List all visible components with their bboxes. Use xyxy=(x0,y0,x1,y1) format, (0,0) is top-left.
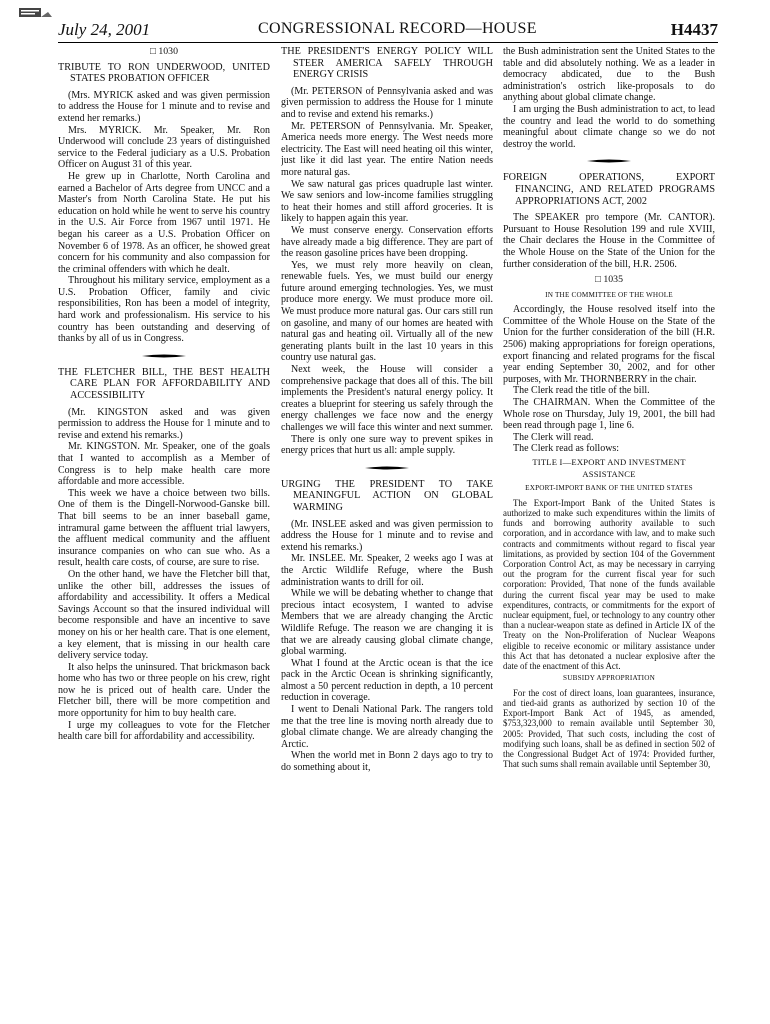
paragraph: Throughout his military service, employment as a U.S. Probation Officer, family and civic responsibilities, Ron has been a model of integrity, hard work and professionalism. His service to his country has been outstanding and deserving of thanks by all of us in Congress. xyxy=(58,275,270,345)
subheading: EXPORT-IMPORT BANK OF THE UNITED STATES xyxy=(525,484,693,493)
section-separator xyxy=(142,354,186,358)
subheading: SUBSIDY APPROPRIATION xyxy=(563,674,655,683)
paragraph: We must conserve energy. Conservation efforts have already made a big difference. They are part of the reason gasoline prices have been dropping. xyxy=(281,224,493,260)
paragraph: This week we have a choice between two bills. One of them is the Dingell-Norwood-Ganske bill. That bill seems to be an inner baseball game, intramural game between the affluent trial lawyers, the affluent medical community and the affluent insurance companies on who can sue who. As a result, health care costs, of course, are sure to rise. xyxy=(58,487,270,569)
paragraph: We saw natural gas prices quadruple last winter. We saw seniors and low-income families struggling to heat their homes and still afford groceries. It is likely to happen again this year. xyxy=(281,178,493,225)
header-title: CONGRESSIONAL RECORD—HOUSE xyxy=(258,20,537,37)
paragraph: the Bush administration sent the United States to the table and did absolutely nothing. We as a leader in democracy abdicated, due to the Bush administration's ostrich like-proposals to do anything about global climate change. xyxy=(503,46,715,104)
paragraph: Next week, the House will consider a comprehensive package that does all of this. The bill implements the President's natural energy policy. It creates a blueprint for steering us safely through the energy challenges we face now and the energy challenges we will face this winter and next summer. xyxy=(281,364,493,433)
paragraph: The CHAIRMAN. When the Committee of the Whole rose on Thursday, July 19, 2001, the bill had been read through page 1, line 6. xyxy=(503,397,715,432)
paragraph: The Clerk will read. xyxy=(513,431,594,443)
section-heading: TRIBUTE TO RON UNDERWOOD, UNITED STATES PROBATION OFFICER xyxy=(58,61,270,85)
header-rule xyxy=(58,42,718,43)
column-middle xyxy=(281,46,493,1018)
paragraph: (Mrs. MYRICK asked and was given permission to address the House for 1 minute and to revise and extend her remarks.) xyxy=(58,89,270,124)
paragraph: I went to Denali National Park. The rangers told me that the tree line is moving north already due to global climate change. We are already changing the Arctic. xyxy=(281,704,493,750)
paragraph: While we will be debating whether to change that precious intact ecosystem, I wanted to advise Members that we are already changing the Arctic Wildlife Refuge. The reason we are changing it is that we are already causing global climate change, global warming. xyxy=(281,588,493,658)
paragraph: (Mr. PETERSON of Pennsylvania asked and was given permission to address the House for 1 minute and to revise and extend his remarks.) xyxy=(281,85,493,120)
paragraph: Mrs. MYRICK. Mr. Speaker, Mr. Ron Underwood will conclude 23 years of distinguished service to the Federal judiciary as a U.S. Probation Officer on August 31 of this year. xyxy=(58,124,270,171)
paragraph: Mr. KINGSTON. Mr. Speaker, one of the goals that I wanted to accomplish as a Member of Congress is to help make health care more affordable and more accessible. xyxy=(58,441,270,488)
section-separator xyxy=(587,159,631,163)
committee-heading: IN THE COMMITTEE OF THE WHOLE xyxy=(545,290,673,299)
section-heading: URGING THE PRESIDENT TO TAKE MEANINGFUL ACTION ON GLOBAL WARMING xyxy=(281,478,493,513)
paragraph: Mr. INSLEE. Mr. Speaker, 2 weeks ago I was at the Arctic Wildlife Refuge, where the Bush administration wants to drill for oil. xyxy=(281,553,493,588)
column-right xyxy=(503,46,715,1018)
paragraph: I urge my colleagues to vote for the Fletcher health care bill for affordability and accessibility. xyxy=(58,719,270,743)
paragraph: It also helps the uninsured. That brickmason back home who has two or three people on his crew, right now he is priced out of health care. Under the Fletcher bill, there will be more competition and more opportunity for him to buy health care. xyxy=(58,661,270,720)
paragraph: The Clerk read the title of the bill. xyxy=(513,385,650,397)
paragraph: He grew up in Charlotte, North Carolina and earned a Bachelor of Arts degree from UNCC and a Master's from North Carolina State. He put his education on hold while he went to serve his country in the U.S. Air Force from 1967 until 1971. He began his career as a U.S. Probation Officer on November 6 of 1978. As an officer, he showed great concern for his community and also compassion for the criminal offenders with which he dealt. xyxy=(58,170,270,275)
paragraph: On the other hand, we have the Fletcher bill that, unlike the other bill, addresses the issues of affordability and accessibility. It offers a Medical Savings Account so that the insured individual will become responsible and have an incentive to save money on his or her health care. That is one element, a key element, that is missing in our health care delivery service today. xyxy=(58,568,270,662)
paragraph: The SPEAKER pro tempore (Mr. CANTOR). Pursuant to House Resolution 199 and rule XVIII, the Chair declares the House in the Committee of the Whole House on the State of the Union for the further consideration of the bill, H.R. 2506. xyxy=(503,212,715,270)
section-heading: THE FLETCHER BILL, THE BEST HEALTH CARE PLAN FOR AFFORDABILITY AND ACCESSIBILITY xyxy=(58,366,270,402)
column-left xyxy=(58,46,270,1018)
paragraph: (Mr. INSLEE asked and was given permission to address the House for 1 minute and to revise and extend his remarks.) xyxy=(281,518,493,553)
paragraph: I am urging the Bush administration to act, to lead the country and lead the world to do something meaningful about climate change so we do not destroy the world. xyxy=(503,103,715,150)
paragraph: Accordingly, the House resolved itself into the Committee of the Whole House on the State of the Union for the further consideration of the bill (H.R. 2506) making appropriations for foreign operations, export financing and related programs for the fiscal year ending September 30, 2002, and for other purposes, with Mr. THORNBERRY in the chair. xyxy=(503,304,715,385)
time-marker: □ 1035 xyxy=(595,274,623,286)
paragraph: (Mr. KINGSTON asked and was given permission to address the House for 1 minute and to revise and extend his remarks.) xyxy=(58,406,270,441)
bill-text-paragraph: For the cost of direct loans, loan guarantees, insurance, and tied-aid grants as authorized by section 10 of the Export-Import Bank Act of 1945, as amended, $753,323,000 to remain available until September 30, 2005: Provided, That such costs, including the cost of modifying such loans, shall be as defined in section 502 of the Congressional Budget Act of 1974: Provided further, That such sums shall remain available until September 30, xyxy=(503,687,715,770)
bill-text-paragraph: The Export-Import Bank of the United States is authorized to make such expenditures within the limits of funds and borrowing authority available to such corporation, and in accordance with law, and to make such contracts and commitments without regard to fiscal year limitations, as provided by section 104 of the Government Corporation Control Act, as may be necessary in carrying out the program for the current fiscal year for such corporation: Provided, That none of the funds available during the current fiscal year may be used to make expenditures, contracts, or commitments for the export of nuclear equipment, fuel, or technology to any country other than a nuclear-weapon state as defined in Article IX of the Treaty on the Non-Proliferation of Nuclear Weapons eligible to receive economic or military assistance under this Act that has detonated a nuclear explosive after the date of the enactment of this Act. xyxy=(503,497,715,672)
paragraph: What I found at the Arctic ocean is that the ice pack in the Arctic Ocean is shrinking significantly, almost a 50 percent reduction in depth, a 10 percent reduction in coverage. xyxy=(281,657,493,704)
paragraph: There is only one sure way to prevent spikes in energy prices that hurt us all: ample supply. xyxy=(281,433,493,457)
header-date: July 24, 2001 xyxy=(58,20,151,39)
header-page-number: H4437 xyxy=(670,20,718,39)
gpo-seal-logo xyxy=(18,6,54,20)
paragraph: Yes, we must rely more heavily on clean, renewable fuels. Yes, we must build our energy future around emerging technologies. Yes, we must produce more energy. We must produce more oil. We must produce more natural gas. Our cars still run on gasoline, and many of our homes are heated with natural gas and heating oil. Virtually all of the new generating plants built in the last 10 years in this country use natural gas. xyxy=(281,259,493,364)
time-marker: □ 1030 xyxy=(150,46,178,57)
section-heading: THE PRESIDENT'S ENERGY POLICY WILL STEER AMERICA SAFELY THROUGH ENERGY CRISIS xyxy=(281,46,493,81)
paragraph: The Clerk read as follows: xyxy=(513,443,620,455)
page-header xyxy=(58,20,718,42)
section-heading: FOREIGN OPERATIONS, EXPORT FINANCING, AND RELATED PROGRAMS APPROPRIATIONS ACT, 2002 xyxy=(503,172,715,207)
paragraph: When the world met in Bonn 2 days ago to try to do something about it, xyxy=(281,750,493,774)
title-heading: TITLE I—EXPORT AND INVESTMENT ASSISTANCE xyxy=(532,457,686,479)
paragraph: Mr. PETERSON of Pennsylvania. Mr. Speaker, America needs more energy. The West needs more electricity. The East will need heating oil this winter, just like it did last year. The entire Nation needs more natural gas. xyxy=(281,120,493,178)
section-separator xyxy=(365,466,409,470)
